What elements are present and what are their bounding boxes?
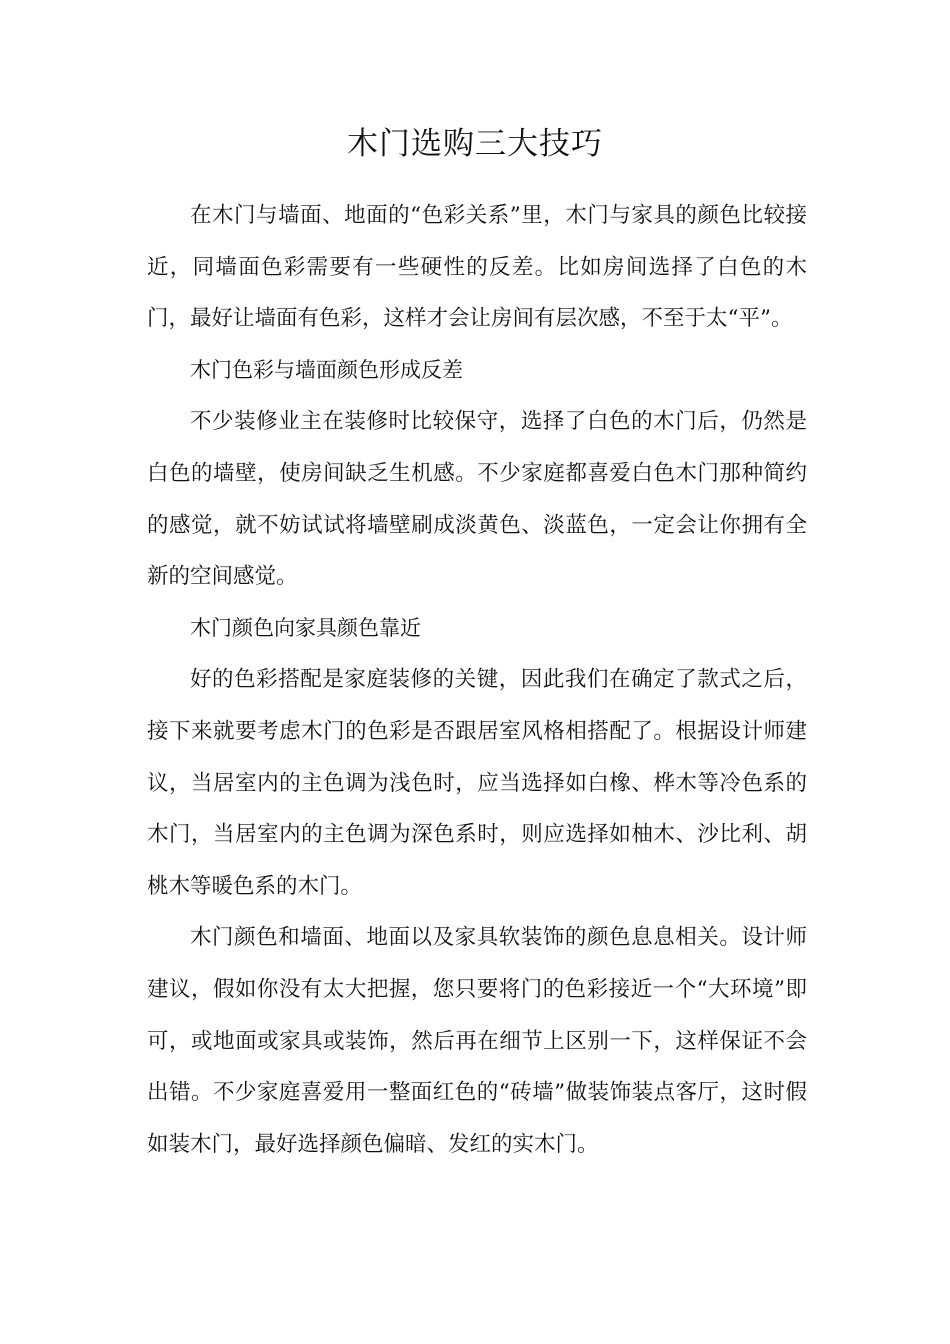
document-body [147,190,807,1170]
paragraph-furniture-match: 好的色彩搭配是家庭装修的关键，因此我们在确定了款式之后，接下来就要考虑木门的色彩是否跟居室风格相搭配了。根据设计师建议，当居室内的主色调为浅色时，应当选择如白橡、桦木等冷色系的木门，当居室内的主色调为深色系时，则应选择如柚木、沙比利、胡桃木等暖色系的木门。 [147,667,807,899]
paragraph-overall-environment: 木门颜色和墙面、地面以及家具软装饰的颜色息息相关。设计师建议，假如你没有太大把握，您只要将门的色彩接近一个“大环境”即可，或地面或家具或装饰，然后再在细节上区别一下，这样保证不会出错。不少家庭喜爱用一整面红色的“砖墙”做装饰装点客厅，这时假如装木门，最好选择颜色偏暗、发红的实木门。 [147,925,807,1157]
section-heading-wall-contrast: 木门色彩与墙面颜色形成反差 [190,357,463,382]
section-heading-furniture-match: 木门颜色向家具颜色靠近 [190,615,421,640]
paragraph-wall-contrast: 不少装修业主在装修时比较保守，选择了白色的木门后，仍然是白色的墙壁，使房间缺乏生机感。不少家庭都喜爱白色木门那种简约的感觉，就不妨试试将墙壁刷成淡黄色、淡蓝色，一定会让你拥有全新的空间感觉。 [147,409,807,590]
paragraph-color-relationship: 在木门与墙面、地面的“色彩关系”里，木门与家具的颜色比较接近，同墙面色彩需要有一些硬性的反差。比如房间选择了白色的木门，最好让墙面有色彩，这样才会让房间有层次感，不至于太“平”。 [147,203,807,332]
document-title: 木门选购三大技巧 [347,126,603,162]
